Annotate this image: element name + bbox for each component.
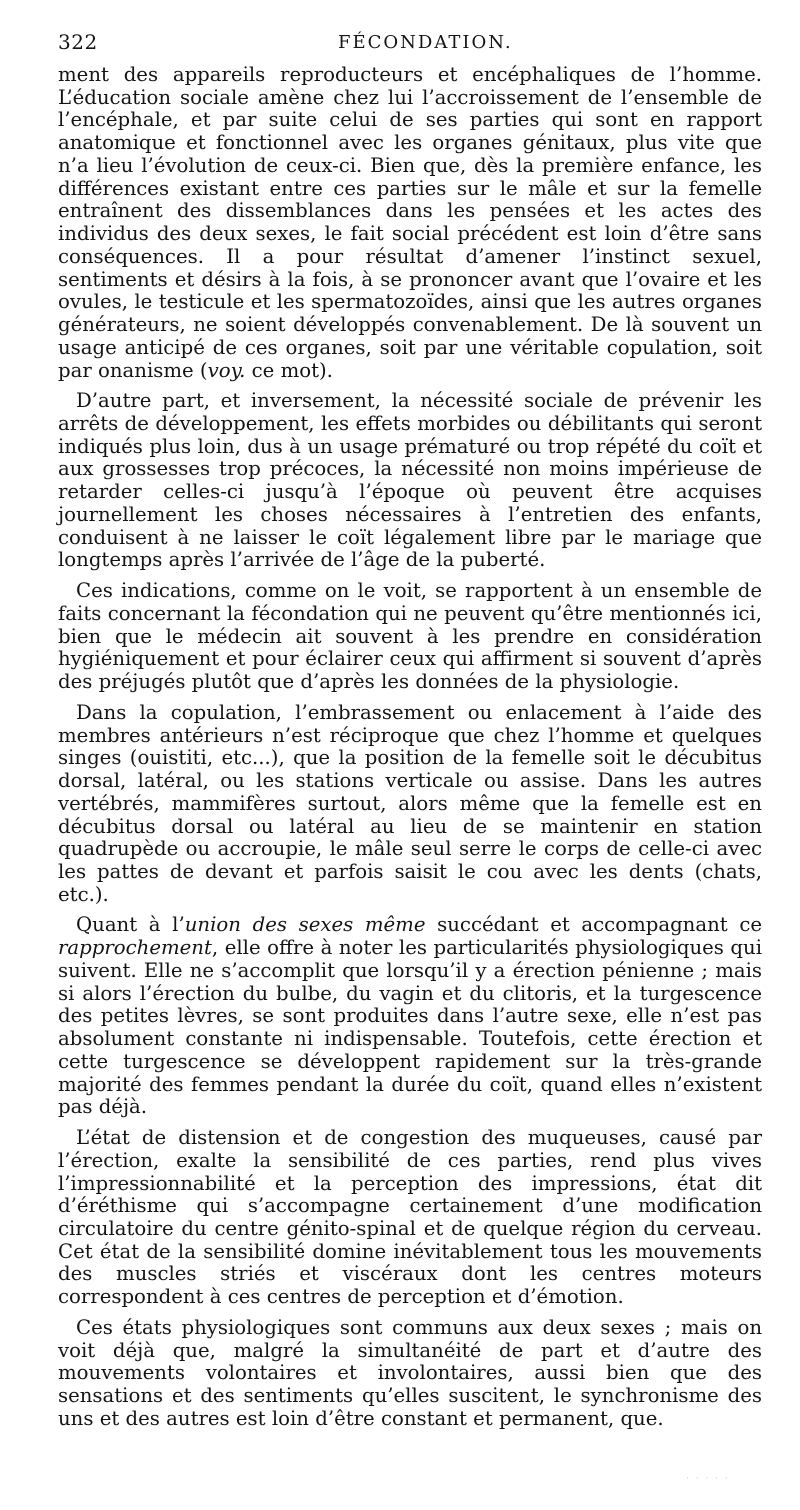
italic-text: rapprochement — [58, 936, 212, 960]
paragraph — [58, 702, 762, 907]
running-title: FÉCONDATION. — [338, 32, 513, 53]
text-run: ce mot). — [245, 358, 333, 382]
italic-text: voy. — [207, 358, 246, 382]
text-run: , elle offre à noter les particularités physiologiques qui suivent. Elle ne s’accomplit que lorsqu’il y a érection pénienne ; mais si alors l’érection du bulbe, du vagin et du clitoris, et la turgescence des petites lèvres, se sont produites dans l’autre sexe, elle n’est pas absolument constante ni indispensable. Toutefois, cette érection et cette turgescence se développent rapidement sur la très-grande majorité des femmes pendant la durée du coït, quand elles n’existent pas déjà. — [58, 936, 762, 1119]
paragraph — [58, 1317, 762, 1431]
text-run: ment des appareils reproducteurs et encéphaliques de l’homme. L’éducation sociale amène chez lui l’accroissement de l’ensemble de l’encéphale, et par suite celui de ses parties qui sont en rapport anatomique et fonctionnel avec les organes génitaux, plus vite que n’a lieu l’évolution de ceux-ci. Bien que, dès la première enfance, les différences existant entre ces parties sur le mâle et sur la femelle entraînent des dissemblances dans les pensées et les actes des individus des deux sexes, le fait social précédent est loin d’être sans conséquences. Il a pour résultat d’amener l’instinct sexuel, sentiments et désirs à la fois, à se prononcer avant que l’ovaire et les ovules, le testicule et les spermatozoïdes, ainsi que les autres organes générateurs, ne soient développés convenablement. De là souvent un usage anticipé de ces organes, soit par une véritable copulation, soit par onanisme ( — [58, 63, 762, 382]
paragraph — [58, 580, 762, 694]
body-text — [58, 64, 762, 1439]
text-run: Dans la copulation, l’embrassement ou enlacement à l’aide des membres antérieurs n’est réciproque que chez l’homme et quelques singes (ouistiti, etc...), que la position de la femelle soit le décubitus dorsal, latéral, ou les stations verticale ou assise. Dans les autres vertébrés, mammifères surtout, alors même que la femelle est en décubitus dorsal ou latéral au lieu de se maintenir en station quadrupède ou accroupie, le mâle seul serre le corps de celle-ci avec les pattes de devant et parfois saisit le cou avec les dents (chats, etc.). — [58, 700, 762, 906]
paragraph — [58, 1127, 762, 1309]
paragraph — [58, 390, 762, 572]
page-number: 322 — [58, 30, 98, 54]
text-run: D’autre part, et inversement, la nécessité sociale de prévenir les arrêts de développement, les effets morbides ou débilitants qui seront indiqués plus loin, dus à un usage prématuré ou trop répété du coït et aux grossesses trop précoces, la nécessité non moins impérieuse de retarder celles-ci jusqu’à l’époque où peuvent être acquises journellement les choses nécessaires à l’entretien des enfants, conduisent à ne laisser le coït légalement libre par le mariage que longtemps après l’arrivée de l’âge de la puberté. — [58, 389, 762, 572]
italic-text: union des sexes même — [184, 913, 426, 937]
text-run: Ces indications, comme on le voit, se rapportent à un ensemble de faits concernant la fécondation qui ne peuvent qu’être mentionnés ici, bien que le médecin ait souvent à les prendre en considération hygiéniquement et pour éclairer ceux qui affirment si souvent d’après des préjugés plutôt que d’après les données de la physiologie. — [58, 579, 762, 694]
scan-mark: · · · · · — [686, 1474, 730, 1484]
text-run: L’état de distension et de congestion des muqueuses, causé par l’érection, exalte la sensibilité de ces parties, rend plus vives l’impressionnabilité et la perception des impressions, état dit d’éréthisme qui s’accompagne certainement d’une modification circulatoire du centre génito-spinal et de quelque région du cerveau. Cet état de la sensibilité domine inévitablement tous les mouvements des muscles striés et viscéraux dont les centres moteurs correspondent à ces centres de perception et d’émotion. — [58, 1126, 762, 1309]
page-header — [58, 30, 762, 58]
text-run: Ces états physiologiques sont communs aux deux sexes ; mais on voit déjà que, malgré la simultanéité de part et d’autre des mouvements volontaires et involontaires, aussi bien que des sensations et des sentiments qu’elles suscitent, le synchronisme des uns et des autres est loin d’être constant et permanent, que. — [58, 1315, 762, 1430]
text-run: succédant et accompagnant ce — [425, 913, 763, 937]
paragraph — [58, 64, 762, 382]
text-run: Quant à l’ — [76, 913, 185, 937]
paragraph — [58, 914, 762, 1119]
